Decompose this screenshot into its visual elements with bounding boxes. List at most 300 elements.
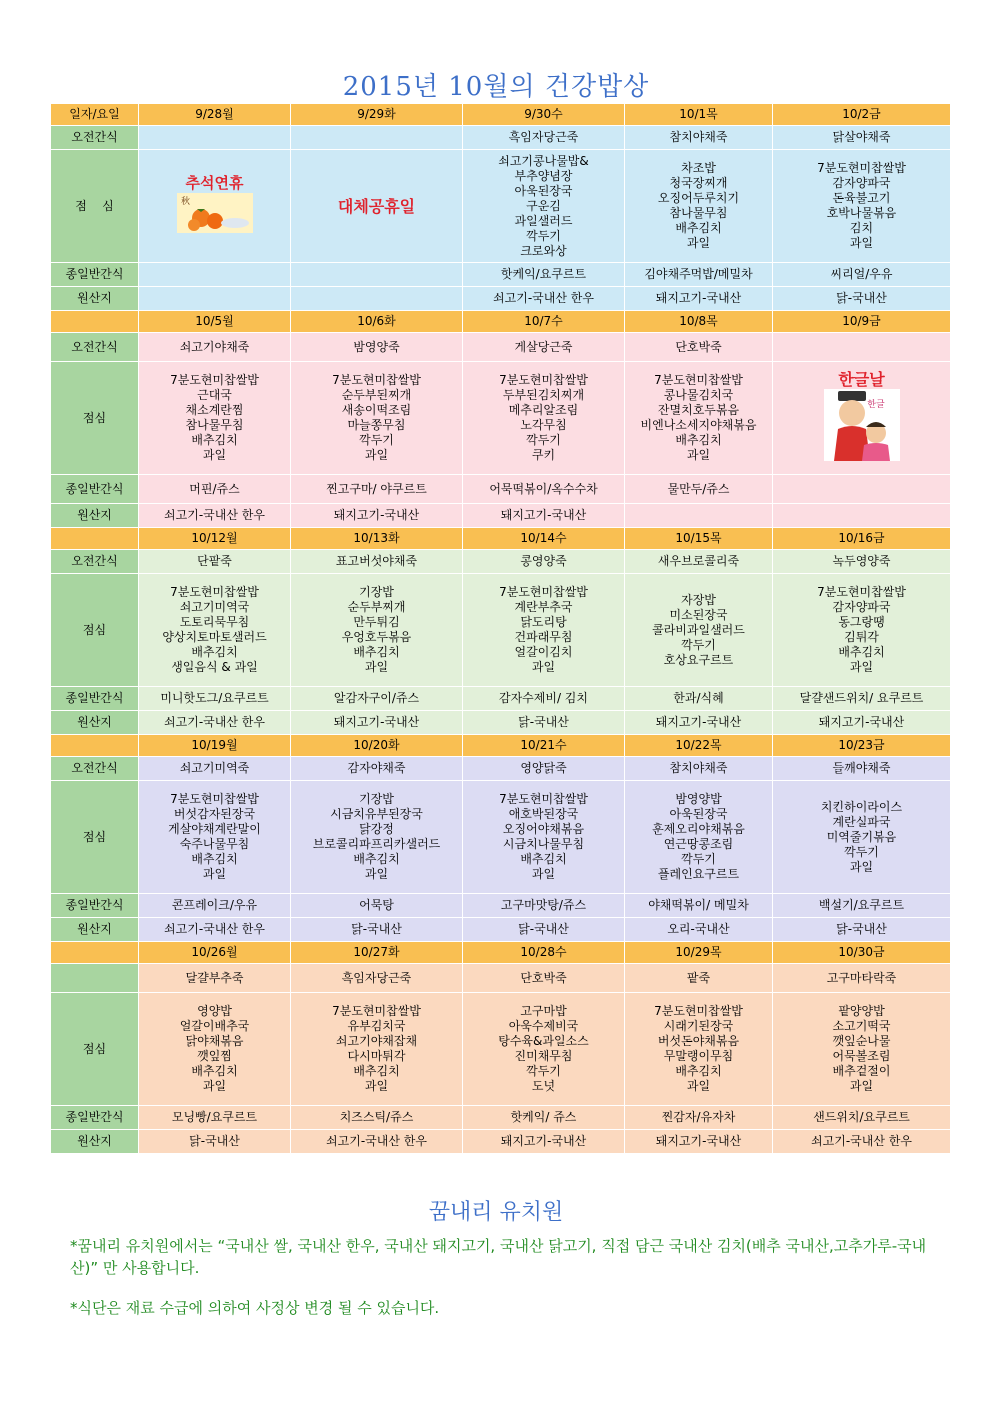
pm-snack-label: 종일반간식: [51, 894, 139, 918]
menu-item: 순두부된찌개: [341, 388, 412, 402]
holiday-substitute-text: 대체공휴일: [337, 196, 416, 216]
origin-cell: 쇠고기-국내산 한우: [291, 1130, 463, 1154]
menu-item: 7분도현미찹쌀밥: [817, 585, 906, 599]
menu-item: 7분도현미찹쌀밥: [499, 792, 588, 806]
date-cell: 9/28월: [139, 104, 291, 126]
menu-item: 7분도현미찹쌀밥: [817, 161, 906, 175]
date-row: [51, 528, 951, 550]
menu-item: 호박나물볶음: [826, 206, 897, 220]
holiday-hangul: [773, 362, 951, 475]
origin-cell: 닭-국내산: [463, 711, 625, 735]
week-5: [51, 942, 951, 1154]
date-cell: 10/5월: [139, 311, 291, 333]
am-snack-cell: 쇠고기야채죽: [139, 333, 291, 362]
date-row: [51, 104, 951, 126]
menu-item: 과일: [686, 448, 711, 462]
date-cell: 10/8목: [625, 311, 773, 333]
am-snack-cell: 참치야채죽: [625, 757, 773, 781]
menu-item: 시금치유부된장국: [330, 807, 423, 821]
date-label: 일자/요일: [51, 104, 139, 126]
origin-cell: 쇠고기-국내산 한우: [139, 918, 291, 942]
date-row: [51, 311, 951, 333]
date-cell: 10/27화: [291, 942, 463, 964]
week-4: [51, 735, 951, 942]
lunch-cell: [773, 574, 951, 687]
menu-item: 참나물무침: [185, 418, 244, 432]
svg-text:한글: 한글: [866, 399, 885, 410]
menu-item: 돈육불고기: [832, 191, 891, 205]
menu-item: 배추김치: [353, 852, 400, 866]
origin-cell: 돼지고기-국내산: [291, 711, 463, 735]
date-cell: 10/7수: [463, 311, 625, 333]
menu-item: 근대국: [197, 388, 232, 402]
menu-item: 소고기떡국: [832, 1019, 891, 1033]
menu-item: 애호박된장국: [508, 807, 579, 821]
date-label-empty: [51, 311, 139, 333]
menu-item: 계란부추국: [514, 600, 573, 614]
menu-item: 연근땅콩조림: [663, 837, 734, 851]
lunch-cell: [139, 781, 291, 894]
menu-item: 김튀각: [844, 630, 879, 644]
menu-item: 쿠키: [531, 448, 556, 462]
menu-item: 얼갈이배추국: [179, 1019, 250, 1033]
menu-item: 배추김치: [675, 1064, 722, 1078]
menu-item: 청국장찌개: [669, 176, 728, 190]
menu-item: 숙주나물무침: [179, 837, 250, 851]
lunch-cell: [291, 362, 463, 475]
menu-item: 새송이떡조림: [341, 403, 412, 417]
am-snack-cell: 새우브로콜리죽: [625, 550, 773, 574]
date-row: [51, 735, 951, 757]
lunch-row: [51, 574, 951, 687]
lunch-cell: [291, 574, 463, 687]
am-snack-row: [51, 757, 951, 781]
menu-item: 오징어두루치기: [657, 191, 740, 205]
menu-item: 닭야채볶음: [185, 1034, 244, 1048]
origin-row: [51, 1130, 951, 1154]
am-snack-label: 오전간식: [51, 757, 139, 781]
lunch-cell: [139, 362, 291, 475]
origin-cell: 돼지고기-국내산: [625, 287, 773, 311]
menu-item: 아욱수제비국: [508, 1019, 579, 1033]
pm-snack-cell: 알감자구이/쥬스: [291, 687, 463, 711]
menu-item: 훈제오리야채볶음: [652, 822, 745, 836]
date-cell: 10/14수: [463, 528, 625, 550]
date-cell: 10/23금: [773, 735, 951, 757]
pm-snack-cell: 물만두/쥬스: [625, 475, 773, 504]
menu-item: 배추김치: [191, 645, 238, 659]
menu-item: 과일: [364, 867, 389, 881]
menu-item: 배추김치: [191, 852, 238, 866]
week-3: [51, 528, 951, 735]
date-cell: 10/30금: [773, 942, 951, 964]
menu-item: 배추겉절이: [832, 1064, 891, 1078]
pm-snack-label: 종일반간식: [51, 475, 139, 504]
am-snack-cell: 표고버섯야채죽: [291, 550, 463, 574]
menu-item: 메추리알조림: [508, 403, 579, 417]
menu-item: 치킨하이라이스: [820, 799, 903, 814]
pm-snack-cell: 씨리얼/우유: [773, 263, 951, 287]
pm-snack-cell: 감자수제비/ 김치: [463, 687, 625, 711]
am-snack-cell: 영양닭죽: [463, 757, 625, 781]
date-label-empty: [51, 942, 139, 964]
pm-snack-cell: 모닝빵/요쿠르트: [139, 1106, 291, 1130]
origin-cell: 쇠고기-국내산 한우: [773, 1130, 951, 1154]
pm-snack-row: [51, 263, 951, 287]
am-snack-label: 오전간식: [51, 550, 139, 574]
lunch-cell: [463, 574, 625, 687]
pm-snack-cell: 한과/식혜: [625, 687, 773, 711]
menu-item: 미소된장국: [669, 607, 728, 622]
menu-item: 김치: [849, 221, 874, 235]
origin-row: [51, 711, 951, 735]
change-note: *식단은 재료 수급에 의하여 사정상 변경 될 수 있습니다.: [70, 1299, 440, 1317]
origin-label: 원산지: [51, 504, 139, 528]
menu-item: 순두부찌개: [347, 600, 406, 614]
menu-item: 노각무침: [520, 418, 567, 432]
date-cell: 10/19월: [139, 735, 291, 757]
pm-snack-row: [51, 475, 951, 504]
date-cell: 9/30수: [463, 104, 625, 126]
menu-item: 7분도현미찹쌀밥: [170, 585, 259, 599]
menu-item: 과일: [531, 660, 556, 674]
menu-item: 깻잎찜: [197, 1049, 232, 1063]
am-snack-cell: 게살당근죽: [463, 333, 625, 362]
pm-snack-cell: 어묵탕: [291, 894, 463, 918]
lunch-cell: [463, 362, 625, 475]
lunch-label: 점 심: [51, 150, 139, 263]
week-2: [51, 311, 951, 528]
menu-item: 비엔나소세지야채볶음: [640, 418, 757, 432]
menu-item: 과일: [364, 660, 389, 674]
pm-snack-cell: [291, 263, 463, 287]
date-label-empty: [51, 528, 139, 550]
date-cell: 10/22목: [625, 735, 773, 757]
menu-item: 과일: [686, 236, 711, 250]
menu-item: 과일샐러드: [514, 213, 573, 228]
origin-label: 원산지: [51, 1130, 139, 1154]
date-cell: 10/6화: [291, 311, 463, 333]
menu-item: 게살야채계란말이: [168, 822, 261, 836]
lunch-cell: [773, 781, 951, 894]
menu-item: 시래기된장국: [663, 1019, 734, 1033]
lunch-row: [51, 150, 951, 263]
date-row: [51, 942, 951, 964]
menu-item: 배추김치: [520, 852, 567, 866]
svg-text:秋: 秋: [180, 196, 190, 207]
menu-item: 7분도현미찹쌀밥: [170, 792, 259, 806]
menu-item: 다시마튀각: [347, 1049, 406, 1063]
menu-item: 밤영양밥: [675, 792, 722, 806]
pm-snack-cell: 김야채주먹밥/메밀차: [625, 263, 773, 287]
menu-item: 7분도현미찹쌀밥: [499, 585, 588, 599]
menu-item: 부추양념장: [514, 168, 573, 183]
lunch-cell: [625, 574, 773, 687]
pm-snack-cell: 콘프레이크/우유: [139, 894, 291, 918]
origin-cell: 닭-국내산: [773, 287, 951, 311]
menu-item: 어묵볼조림: [832, 1049, 891, 1063]
lunch-cell: [625, 781, 773, 894]
menu-table: [50, 103, 951, 1154]
menu-item: 깍두기: [526, 433, 561, 447]
origin-cell: [625, 504, 773, 528]
menu-item: 차조밥: [681, 161, 716, 175]
origin-cell: 돼지고기-국내산: [291, 504, 463, 528]
menu-item: 양상치토마토샐러드: [162, 630, 267, 644]
menu-item: 7분도현미찹쌀밥: [499, 373, 588, 387]
origin-row: [51, 287, 951, 311]
am-snack-cell: 닭살야채죽: [773, 126, 951, 150]
menu-item: 과일: [202, 867, 227, 881]
origin-cell: 돼지고기-국내산: [625, 1130, 773, 1154]
am-snack-cell: [139, 126, 291, 150]
holiday-chuseok-text: 추석연휴: [185, 173, 244, 192]
date-cell: 10/9금: [773, 311, 951, 333]
origin-cell: 돼지고기-국내산: [773, 711, 951, 735]
menu-item: 건파래무침: [514, 630, 573, 644]
holiday-substitute: [291, 150, 463, 263]
menu-item: 진미채무침: [514, 1049, 573, 1063]
menu-item: 팥양양밥: [838, 1004, 885, 1018]
pm-snack-cell: 찐고구마/ 야쿠르트: [291, 475, 463, 504]
lunch-label: 점심: [51, 362, 139, 475]
am-snack-cell: 흑임자당근죽: [463, 126, 625, 150]
am-snack-label: 오전간식: [51, 126, 139, 150]
menu-item: 깻잎순나물: [832, 1034, 891, 1048]
origin-cell: 닭-국내산: [463, 918, 625, 942]
menu-item: 쇠고기콩나물밥&: [498, 153, 589, 168]
am-snack-cell: 흑임자당근죽: [291, 964, 463, 993]
menu-item: 7분도현미찹쌀밥: [654, 1004, 743, 1018]
lunch-row: [51, 781, 951, 894]
menu-item: 버섯감자된장국: [173, 807, 256, 821]
pm-snack-cell: 치즈스틱/쥬스: [291, 1106, 463, 1130]
am-snack-cell: 감자야채죽: [291, 757, 463, 781]
menu-item: 구운김: [526, 198, 561, 213]
menu-item: 깍두기: [526, 228, 561, 243]
menu-item: 콜라비과일샐러드: [652, 622, 745, 637]
menu-item: 호상요구르트: [663, 652, 734, 667]
am-snack-cell: 고구마타락죽: [773, 964, 951, 993]
lunch-cell: [291, 781, 463, 894]
menu-item: 도넛: [531, 1079, 556, 1093]
menu-item: 얼갈이김치: [514, 645, 573, 659]
am-snack-cell: 콩영양죽: [463, 550, 625, 574]
menu-item: 마늘쫑무침: [347, 418, 406, 432]
lunch-cell: [463, 993, 625, 1106]
menu-item: 영양밥: [197, 1004, 232, 1018]
pm-snack-cell: 고구마맛탕/쥬스: [463, 894, 625, 918]
am-snack-cell: 참치야채죽: [625, 126, 773, 150]
menu-item: 7분도현미찹쌀밥: [654, 373, 743, 387]
lunch-label: 점심: [51, 781, 139, 894]
lunch-row: [51, 362, 951, 475]
menu-item: 과일: [531, 867, 556, 881]
lunch-label: 점심: [51, 574, 139, 687]
pm-snack-cell: 찐감자/유자차: [625, 1106, 773, 1130]
menu-item: 탕수육&과일소스: [498, 1034, 589, 1048]
menu-item: 우엉호두볶음: [341, 630, 412, 644]
origin-label: 원산지: [51, 287, 139, 311]
lunch-cell: [625, 150, 773, 263]
origin-cell: 닭-국내산: [291, 918, 463, 942]
menu-item: 과일: [849, 660, 874, 674]
menu-item: 배추김치: [838, 645, 885, 659]
king-sejong-icon: [824, 389, 900, 461]
origin-cell: 닭-국내산: [139, 1130, 291, 1154]
menu-item: 배추김치: [353, 1064, 400, 1078]
menu-item: 플레인요구르트: [657, 867, 740, 881]
pm-snack-label: 종일반간식: [51, 1106, 139, 1130]
origin-label: 원산지: [51, 711, 139, 735]
menu-item: 배추김치: [675, 433, 722, 447]
lunch-cell: [773, 993, 951, 1106]
origin-cell: 쇠고기-국내산 한우: [139, 711, 291, 735]
menu-item: 동그랑땡: [838, 615, 885, 629]
origin-cell: 오리-국내산: [625, 918, 773, 942]
origin-cell: 돼지고기-국내산: [463, 504, 625, 528]
menu-item: 7분도현미찹쌀밥: [332, 1004, 421, 1018]
origin-cell: 돼지고기-국내산: [625, 711, 773, 735]
pm-snack-label: 종일반간식: [51, 687, 139, 711]
am-snack-row: [51, 964, 951, 993]
page-title: 2015년 10월의 건강밥상: [342, 72, 650, 102]
pm-snack-cell: 핫케익/ 쥬스: [463, 1106, 625, 1130]
date-cell: 10/15목: [625, 528, 773, 550]
pm-snack-row: [51, 687, 951, 711]
holiday-chuseok: [139, 150, 291, 263]
menu-item: 깍두기: [526, 1064, 561, 1078]
date-cell: 10/20화: [291, 735, 463, 757]
menu-item: 무말랭이무침: [663, 1049, 734, 1063]
lunch-cell: [625, 993, 773, 1106]
origin-cell: 돼지고기-국내산: [463, 1130, 625, 1154]
menu-item: 만두튀김: [353, 615, 400, 629]
menu-item: 7분도현미찹쌀밥: [332, 373, 421, 387]
pm-snack-label: 종일반간식: [51, 263, 139, 287]
menu-item: 깍두기: [844, 844, 879, 859]
menu-item: 배추김치: [191, 1064, 238, 1078]
date-cell: 10/2금: [773, 104, 951, 126]
am-snack-label: 오전간식: [51, 333, 139, 362]
pm-snack-cell: 야채떡볶이/ 메밀차: [625, 894, 773, 918]
menu-item: 깍두기: [681, 637, 716, 652]
date-cell: 10/12월: [139, 528, 291, 550]
menu-item: 닭강정: [359, 822, 394, 836]
am-snack-cell: 팥죽: [625, 964, 773, 993]
lunch-cell: [291, 993, 463, 1106]
menu-item: 브로콜리파프리카샐러드: [312, 837, 441, 851]
menu-item: 배추김치: [191, 433, 238, 447]
am-snack-cell: 단호박죽: [625, 333, 773, 362]
menu-item: 쇠고기야채잡채: [335, 1034, 418, 1048]
origin-label: 원산지: [51, 918, 139, 942]
am-snack-cell: 단팥죽: [139, 550, 291, 574]
am-snack-cell: 들깨야채죽: [773, 757, 951, 781]
menu-item: 과일: [364, 448, 389, 462]
date-cell: 10/1목: [625, 104, 773, 126]
menu-item: 쇠고기미역국: [179, 600, 250, 614]
menu-item: 깍두기: [681, 852, 716, 866]
menu-item: 배추김치: [675, 221, 722, 235]
pm-snack-cell: 달걀샌드위치/ 요쿠르트: [773, 687, 951, 711]
menu-item: 과일: [364, 1079, 389, 1093]
pm-snack-cell: [773, 475, 951, 504]
origin-cell: [773, 504, 951, 528]
date-cell: 10/28수: [463, 942, 625, 964]
menu-item: 도토리묵무침: [179, 615, 250, 629]
origin-cell: 쇠고기-국내산 한우: [139, 504, 291, 528]
pm-snack-cell: 핫케익/요쿠르트: [463, 263, 625, 287]
date-cell: 10/26월: [139, 942, 291, 964]
menu-item: 계란실파국: [832, 814, 891, 829]
menu-item: 두부된김치찌개: [502, 388, 585, 402]
origin-row: [51, 918, 951, 942]
menu-item: 과일: [686, 1079, 711, 1093]
ingredient-note: *꿈내리 유치원에서는 “국내산 쌀, 국내산 한우, 국내산 돼지고기, 국내산 닭고기, 직접 담근 국내산 김치(배추 국내산,고추가루-국내산)” 만 사용합니다.: [70, 1237, 927, 1277]
date-cell: 10/16금: [773, 528, 951, 550]
menu-item: 깍두기: [359, 433, 394, 447]
lunch-row: [51, 993, 951, 1106]
menu-item: 콩나물김치국: [663, 388, 734, 402]
menu-item: 감자양파국: [832, 176, 891, 190]
am-snack-label-empty: [51, 964, 139, 993]
menu-item: 기장밥: [359, 792, 394, 806]
am-snack-row: [51, 333, 951, 362]
origin-cell: 닭-국내산: [773, 918, 951, 942]
lunch-cell: [463, 150, 625, 263]
lunch-cell: [139, 993, 291, 1106]
kindergarten-name: 꿈내리 유치원: [428, 1200, 564, 1225]
menu-item: 미역줄기볶음: [826, 829, 897, 844]
date-cell: 10/13화: [291, 528, 463, 550]
lunch-cell: [463, 781, 625, 894]
origin-cell: [139, 287, 291, 311]
menu-item: 과일: [849, 859, 874, 874]
menu-item: 과일: [202, 1079, 227, 1093]
menu-item: 아욱된장국: [514, 183, 573, 198]
am-snack-cell: 달걀부추죽: [139, 964, 291, 993]
menu-item: 오징어야채볶음: [502, 822, 585, 836]
lunch-cell: [139, 574, 291, 687]
menu-item: 과일: [849, 1079, 874, 1093]
menu-item: 유부김치국: [347, 1019, 406, 1033]
date-label-empty: [51, 735, 139, 757]
menu-item: 과일: [202, 448, 227, 462]
am-snack-row: [51, 550, 951, 574]
menu-item: 닭도리탕: [520, 615, 567, 629]
lunch-cell: [625, 362, 773, 475]
lunch-label: 점심: [51, 993, 139, 1106]
origin-row: [51, 504, 951, 528]
menu-item: 7분도현미찹쌀밥: [170, 373, 259, 387]
menu-item: 자장밥: [681, 592, 716, 607]
pm-snack-cell: 미니핫도그/요쿠르트: [139, 687, 291, 711]
date-cell: 10/21수: [463, 735, 625, 757]
pm-snack-cell: 머핀/쥬스: [139, 475, 291, 504]
menu-item: 기장밥: [359, 585, 394, 599]
am-snack-row: [51, 126, 951, 150]
menu-item: 과일: [849, 236, 874, 250]
menu-item: 잔멸치호두볶음: [657, 403, 740, 417]
origin-cell: [291, 287, 463, 311]
pm-snack-cell: 백설기/요쿠르트: [773, 894, 951, 918]
holiday-hangul-text: 한글날: [838, 369, 885, 389]
pm-snack-row: [51, 1106, 951, 1130]
menu-item: 버섯돈야채볶음: [657, 1034, 740, 1048]
pm-snack-cell: 샌드위치/요쿠르트: [773, 1106, 951, 1130]
pm-snack-cell: 어묵떡볶이/옥수수차: [463, 475, 625, 504]
